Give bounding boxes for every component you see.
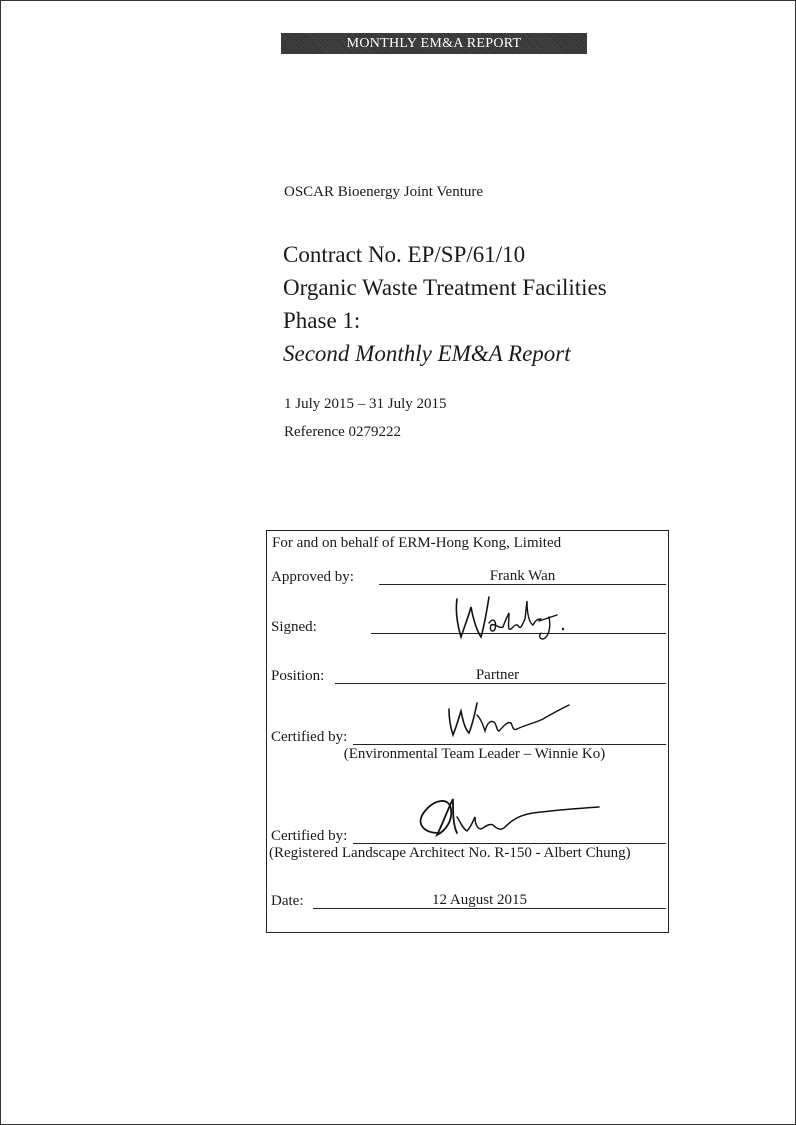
title-report-name: Second Monthly EM&A Report (283, 341, 571, 366)
position-value: Partner (475, 667, 520, 683)
report-type-banner (281, 33, 587, 54)
certified-etl-line (353, 744, 666, 745)
certified-landscape-line (353, 843, 666, 844)
behalf-text: For and on behalf of ERM-Hong Kong, Limited (272, 535, 562, 551)
report-reference: Reference 0279222 (284, 424, 402, 440)
position-label: Position: (271, 668, 325, 684)
title-phase: Phase 1: (283, 308, 361, 333)
signature-winnie-ko (443, 701, 573, 739)
certified-landscape-label: Certified by: (271, 828, 348, 844)
certified-etl-caption: (Environmental Team Leader – Winnie Ko) (343, 746, 606, 762)
company-name: OSCAR Bioenergy Joint Venture (284, 184, 484, 200)
certified-etl-label: Certified by: (271, 729, 348, 745)
date-label: Date: (271, 893, 304, 909)
title-contract-no: Contract No. EP/SP/61/10 (283, 242, 526, 267)
approved-name: Frank Wan (489, 568, 556, 584)
signature-albert-chung (409, 793, 605, 843)
signoff-box (266, 530, 669, 933)
date-value: 12 August 2015 (431, 892, 527, 908)
title-project-name: Organic Waste Treatment Facilities (283, 275, 607, 300)
signature-frank-wan (449, 593, 567, 643)
approved-label: Approved by: (271, 569, 354, 585)
report-period: 1 July 2015 – 31 July 2015 (284, 396, 447, 412)
report-type-text: MONTHLY EM&A REPORT (346, 35, 522, 51)
signed-label: Signed: (271, 619, 317, 635)
certified-landscape-caption: (Registered Landscape Architect No. R-150 - Albert Chung) (269, 845, 631, 861)
